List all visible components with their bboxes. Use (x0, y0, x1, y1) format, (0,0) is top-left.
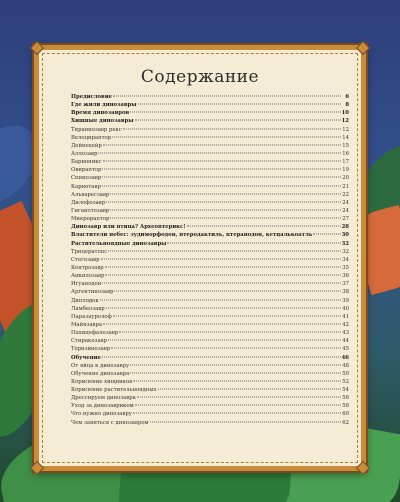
dot-leader (102, 177, 341, 178)
toc-entry-title: Трицератопс (71, 248, 108, 255)
toc-entry-page: 27 (342, 216, 349, 223)
toc-entry[interactable] (71, 386, 349, 394)
toc-entry-page: 56 (342, 395, 349, 402)
dot-leader (102, 185, 341, 186)
toc-entry-title: Игуанодон (71, 281, 102, 288)
toc-entry[interactable] (71, 134, 349, 142)
dot-leader (110, 218, 341, 219)
toc-entry-page: 24 (342, 207, 349, 214)
toc-entry[interactable] (71, 370, 349, 378)
toc-entry[interactable] (71, 354, 349, 362)
toc-entry[interactable] (71, 191, 349, 199)
toc-entry-title: Микрораптор (71, 216, 110, 223)
toc-entry-page: 46 (341, 354, 349, 361)
toc-entry-title: Анкилозавр (71, 273, 105, 280)
toc-entry-page: 62 (342, 419, 349, 426)
dot-leader (103, 161, 342, 162)
toc-entry-title: Велоцираптор (71, 134, 112, 141)
dot-leader (106, 201, 341, 202)
dot-leader (119, 332, 341, 333)
dot-leader (105, 266, 341, 267)
toc-entry[interactable] (71, 305, 349, 313)
toc-entry[interactable] (71, 313, 349, 321)
toc-entry[interactable] (71, 419, 349, 427)
dot-leader (108, 340, 341, 341)
toc-entry-title: Где жили динозавры (71, 102, 137, 109)
toc-entry-page: 19 (342, 167, 349, 174)
toc-entry[interactable] (71, 207, 349, 215)
toc-entry[interactable] (71, 174, 349, 182)
dot-leader (101, 258, 341, 259)
toc-entry-title: Стегозавр (71, 256, 100, 263)
dot-leader (133, 413, 341, 414)
contents-panel (34, 45, 366, 471)
toc-entry-page: 52 (342, 378, 349, 385)
toc-entry-title: Обучение (71, 354, 101, 361)
toc-entry-title: Динозавр или птица? Археоптерикс! (71, 224, 186, 231)
toc-entry-title: Дилофозавр (71, 199, 106, 206)
dot-leader (137, 397, 341, 398)
toc-entry-page: 32 (341, 240, 349, 247)
toc-entry-title: Спинозавр (71, 175, 102, 182)
dot-leader (113, 96, 341, 97)
dot-leader (114, 291, 341, 292)
toc-entry-title: Барионикс (71, 159, 102, 166)
toc-entry[interactable] (71, 337, 349, 345)
toc-entry-page: 45 (342, 346, 349, 353)
toc-entry[interactable] (71, 329, 349, 337)
toc-entry-page: 24 (342, 199, 349, 206)
dot-leader (111, 348, 341, 349)
toc-entry-page: 32 (342, 248, 349, 255)
toc-entry-title: Властители небес: эудиморфодон, птеродактиль, птеранодон, кетцалькоатль (71, 232, 313, 239)
toc-entry-page: 15 (342, 142, 349, 149)
toc-entry-page: 40 (342, 305, 349, 312)
toc-entry-page: 41 (342, 313, 349, 320)
toc-entry-title: Что нужно динозавру (71, 411, 132, 418)
toc-entry-title: Паразауролоф (71, 313, 112, 320)
toc-entry-title: Альваресзавр (71, 191, 110, 198)
dot-leader (110, 209, 341, 210)
toc-entry-page: 37 (342, 281, 349, 288)
toc-entry[interactable] (71, 345, 349, 353)
toc-entry[interactable] (71, 93, 349, 101)
toc-entry[interactable] (71, 264, 349, 272)
toc-entry-page: 50 (342, 370, 349, 377)
dot-leader (102, 356, 341, 357)
toc-entry-page: 10 (341, 110, 349, 117)
toc-entry-page: 22 (342, 191, 349, 198)
toc-entry-page: 43 (342, 330, 349, 337)
dot-leader (110, 193, 341, 194)
toc-entry-title: Теризинозавр (71, 346, 111, 353)
toc-entry-page: 58 (342, 403, 349, 410)
dot-leader (103, 323, 341, 324)
toc-entry-title: Хищные динозавры (71, 118, 134, 125)
toc-entry-page: 16 (342, 150, 349, 157)
toc-entry-title: Уход за динозавриком (71, 403, 134, 410)
toc-entry[interactable] (71, 158, 349, 166)
toc-entry-title: Майязавра (71, 321, 103, 328)
toc-entry[interactable] (71, 199, 349, 207)
toc-entry-title: Растительноядные динозавры (71, 240, 167, 247)
toc-entry[interactable] (71, 378, 349, 386)
toc-entry[interactable] (71, 109, 349, 117)
dot-leader (158, 389, 341, 390)
toc-entry[interactable] (71, 256, 349, 264)
page-title: Содержание (140, 67, 260, 87)
toc-entry[interactable] (71, 362, 349, 370)
dot-leader (130, 112, 340, 113)
toc-entry-page: 60 (342, 411, 349, 418)
toc-entry-title: Обучение динозавра (71, 370, 130, 377)
toc-entry-page: 6 (345, 94, 349, 100)
toc-entry-title: Диплодок (71, 297, 99, 304)
dot-leader (130, 372, 341, 373)
dot-leader (98, 152, 341, 153)
dot-leader (112, 136, 341, 137)
dot-leader (135, 120, 341, 121)
toc-entry[interactable] (71, 394, 349, 402)
toc-entry-title: Ламбеозавр (71, 305, 105, 312)
dot-leader (100, 299, 341, 300)
toc-entry-title: Кормление растительноядных (71, 387, 157, 394)
toc-entry-title: Тираннозавр рекс (71, 126, 122, 133)
toc-entry[interactable] (71, 101, 349, 109)
toc-entry[interactable] (71, 126, 349, 134)
toc-entry[interactable] (71, 142, 349, 150)
dot-leader (313, 234, 340, 235)
dot-leader (106, 307, 341, 308)
dot-leader (102, 283, 341, 284)
toc-entry[interactable] (71, 150, 349, 158)
dot-leader (133, 380, 341, 381)
toc-entry-page: 28 (341, 224, 349, 231)
toc-entry-title: Аллозавр (71, 150, 98, 157)
toc-entry-page: 34 (342, 256, 349, 263)
table-of-contents (71, 93, 349, 427)
toc-entry-page: 12 (342, 126, 349, 133)
toc-entry-page: 20 (342, 175, 349, 182)
toc-entry[interactable] (71, 280, 349, 288)
toc-entry-title: Кормление хищников (71, 378, 133, 385)
toc-entry-page: 42 (342, 321, 349, 328)
toc-entry-title: Дейнохейр (71, 142, 102, 149)
toc-entry-page: 39 (342, 297, 349, 304)
toc-entry-title: Пахицефалозавр (71, 330, 119, 337)
toc-entry-title: От яйца к динозавру (71, 362, 130, 369)
toc-entry[interactable] (71, 272, 349, 280)
toc-entry[interactable] (71, 166, 349, 174)
toc-entry-page: 54 (342, 387, 349, 394)
toc-entry-page: 35 (342, 264, 349, 271)
toc-entry[interactable] (71, 288, 349, 296)
toc-entry[interactable] (71, 231, 349, 239)
toc-entry[interactable] (71, 215, 349, 223)
toc-entry[interactable] (71, 248, 349, 256)
dot-leader (103, 144, 341, 145)
dot-leader (102, 169, 341, 170)
toc-entry[interactable] (71, 223, 349, 231)
toc-entry[interactable] (71, 410, 349, 418)
dot-leader (150, 421, 341, 422)
toc-entry-page: 44 (342, 338, 349, 345)
toc-entry-page: 8 (345, 102, 349, 109)
dot-leader (135, 405, 341, 406)
toc-entry-page: 36 (342, 273, 349, 280)
dot-leader (113, 315, 341, 316)
toc-entry-title: Стиракозавр (71, 338, 107, 345)
dot-leader (108, 250, 341, 251)
toc-entry-page: 48 (342, 362, 349, 369)
toc-entry[interactable] (71, 402, 349, 410)
toc-entry[interactable] (71, 240, 349, 248)
toc-entry-title: Дрессируем динозавра (71, 395, 136, 402)
dot-leader (130, 364, 341, 365)
toc-entry-title: Гиганотозавр (71, 207, 110, 214)
toc-entry-title: Карнотавр (71, 183, 101, 190)
toc-entry-title: Предисловие (71, 94, 113, 100)
toc-entry[interactable] (71, 183, 349, 191)
toc-entry-title: Овираптор (71, 167, 102, 174)
toc-entry-title: Время динозавров (71, 110, 130, 117)
toc-entry[interactable] (71, 321, 349, 329)
toc-entry-page: 30 (341, 232, 349, 239)
toc-entry-title: Кентрозавр (71, 264, 104, 271)
dot-leader (167, 242, 340, 243)
toc-entry[interactable] (71, 297, 349, 305)
dot-leader (187, 226, 341, 227)
toc-entry-page: 38 (342, 289, 349, 296)
dot-leader (105, 275, 341, 276)
toc-entry-title: Чем заняться с динозавром (71, 419, 149, 426)
toc-entry-page: 21 (342, 183, 349, 190)
toc-entry-title: Аргентинозавр (71, 289, 114, 296)
toc-entry-page: 12 (341, 118, 349, 125)
toc-entry-page: 14 (342, 134, 349, 141)
toc-entry-page: 17 (342, 159, 349, 166)
toc-entry[interactable] (71, 117, 349, 125)
dot-leader (138, 104, 341, 105)
dot-leader (123, 128, 341, 129)
